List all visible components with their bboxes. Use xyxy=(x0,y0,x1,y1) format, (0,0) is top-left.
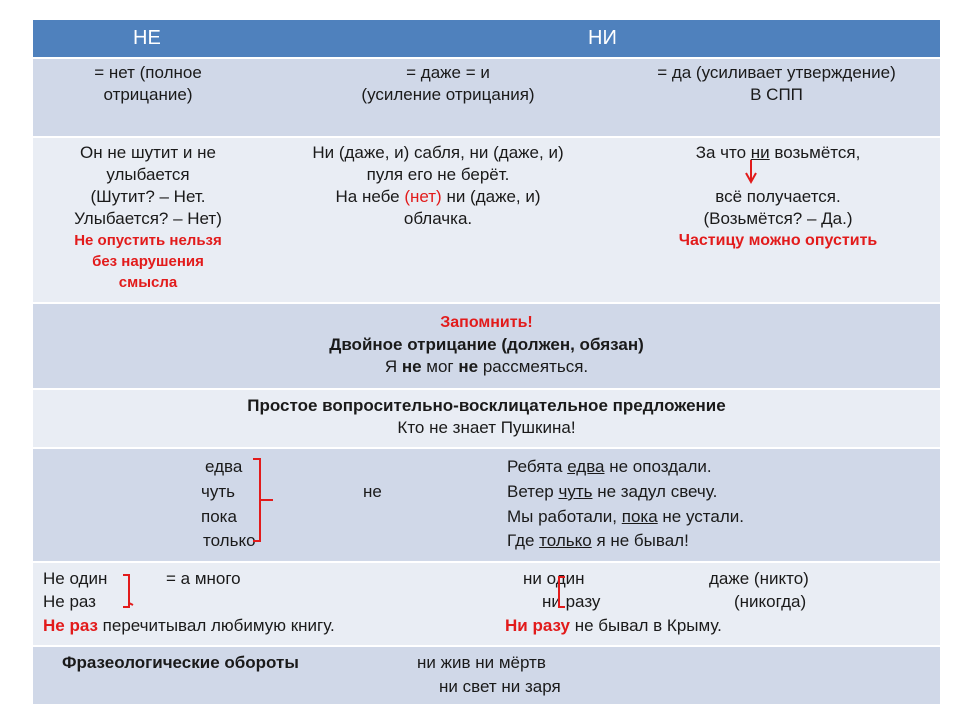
example-ne xyxy=(33,142,263,293)
meaning-ni-line: = даже = и xyxy=(406,63,490,82)
phrase-item: ни жив ни мёртв xyxy=(417,653,546,672)
text: мог xyxy=(421,357,459,376)
example-line: пуля его не берёт. xyxy=(366,165,510,184)
text: возьмётся, xyxy=(769,143,861,162)
ni-odin-meaning: даже (никто) xyxy=(709,569,809,588)
meaning-ni-line: (усиление отрицания) xyxy=(361,85,535,104)
bracket-icon xyxy=(121,575,135,611)
adverb-example xyxy=(507,530,689,552)
meaning-ni xyxy=(283,62,613,106)
example-line: Он не шутит и не xyxy=(80,143,216,162)
example-line: Ни (даже, и) сабля, ни (даже, и) xyxy=(312,143,564,162)
highlight: Ни разу xyxy=(505,616,570,635)
text: За что xyxy=(695,143,751,162)
question-title: Простое вопросительно-восклицательное предложение xyxy=(247,396,726,415)
text: я не бывал! xyxy=(591,531,689,550)
neodin-row xyxy=(33,563,940,645)
remember-example xyxy=(33,356,940,378)
ni-razu-example xyxy=(505,615,722,637)
adverb-word: только xyxy=(203,531,256,550)
text: Ветер xyxy=(507,482,559,501)
ne-raz-example xyxy=(43,615,335,637)
phrase-item: ни свет ни заря xyxy=(439,677,561,696)
text: Ребята xyxy=(507,457,568,476)
example-line: Улыбается? – Нет) xyxy=(74,209,222,228)
adverb-word: чуть xyxy=(201,482,235,501)
ne-raz: Не раз xyxy=(43,592,96,611)
text: не задул свечу. xyxy=(592,482,718,501)
text: не бывал в Крыму. xyxy=(569,616,722,635)
bracket-icon xyxy=(251,459,277,549)
note-line: Не опустить нельзя xyxy=(74,232,222,249)
meaning-ne xyxy=(33,62,263,106)
example-line xyxy=(273,186,603,208)
ne-odin-meaning: = а много xyxy=(166,569,241,588)
table-header xyxy=(33,20,940,57)
question-block xyxy=(33,395,940,439)
adverb-example xyxy=(507,506,744,528)
spacer xyxy=(623,164,933,186)
note-line: без нарушения xyxy=(92,253,204,270)
underlined-word: только xyxy=(539,531,592,550)
ni-razu: ни разу xyxy=(542,592,601,611)
ne-odin: Не один xyxy=(43,569,108,588)
meaning-ni2-line: = да (усиливает утверждение) xyxy=(657,63,896,82)
text: не опоздали. xyxy=(604,457,712,476)
example-ni-affirm xyxy=(623,142,933,252)
ni-razu-meaning: (никогда) xyxy=(734,592,807,611)
remember-row xyxy=(33,304,940,388)
underlined-word: чуть xyxy=(558,482,593,501)
text: Я xyxy=(384,357,402,376)
adverb-word: едва xyxy=(205,457,243,476)
header-ni: НИ xyxy=(588,27,617,49)
underlined-word: пока xyxy=(621,507,658,526)
phrases-title: Фразеологические обороты xyxy=(62,653,299,672)
underlined-word: едва xyxy=(567,457,605,476)
remember-title: Запомнить! xyxy=(440,314,533,331)
text: На небе xyxy=(335,187,405,206)
adverb-word: пока xyxy=(201,507,237,526)
ni-odin: ни один xyxy=(523,569,585,588)
text: рассмеяться. xyxy=(478,357,589,376)
remember-block xyxy=(33,312,940,378)
meaning-ne-line: = нет (полное xyxy=(94,63,202,82)
example-line: улыбается xyxy=(106,165,190,184)
meaning-ni-affirm xyxy=(613,62,940,106)
question-example: Кто не знает Пушкина! xyxy=(397,418,576,437)
note-line: смысла xyxy=(118,274,178,291)
example-line: всё получается. xyxy=(715,187,841,206)
meaning-ne-line: отрицание) xyxy=(103,85,193,104)
header-ne: НЕ xyxy=(133,27,161,49)
phrases-row xyxy=(33,647,940,704)
example-line: облачка. xyxy=(403,209,473,228)
question-row xyxy=(33,390,940,447)
example-line: (Возьмётся? – Да.) xyxy=(703,209,853,228)
meaning-ni2-line: В СПП xyxy=(750,85,803,104)
highlight: Не раз xyxy=(43,616,98,635)
bold-ne: не xyxy=(401,357,422,376)
highlight-net: (нет) xyxy=(404,187,442,206)
example-ni xyxy=(273,142,603,230)
adverb-example xyxy=(507,481,717,503)
text: не устали. xyxy=(657,507,744,526)
example-line: (Шутит? – Нет. xyxy=(90,187,206,206)
adverbs-row xyxy=(33,449,940,561)
examples-row xyxy=(33,138,940,302)
note-line: Частицу можно опустить xyxy=(678,232,878,249)
remember-rule: Двойное отрицание (должен, обязан) xyxy=(329,335,644,354)
meaning-row xyxy=(33,59,940,136)
text: перечитывал любимую книгу. xyxy=(97,616,335,635)
example-line xyxy=(623,142,933,164)
adverb-example xyxy=(507,456,712,478)
text: ни (даже, и) xyxy=(441,187,541,206)
text: Где xyxy=(507,531,540,550)
arrow-down-icon xyxy=(745,160,757,188)
ne-particle: не xyxy=(363,482,382,501)
particle-text: ни xyxy=(750,143,770,162)
bold-ne: не xyxy=(458,357,479,376)
text: Мы работали, xyxy=(507,507,622,526)
bracket-icon xyxy=(553,577,567,611)
